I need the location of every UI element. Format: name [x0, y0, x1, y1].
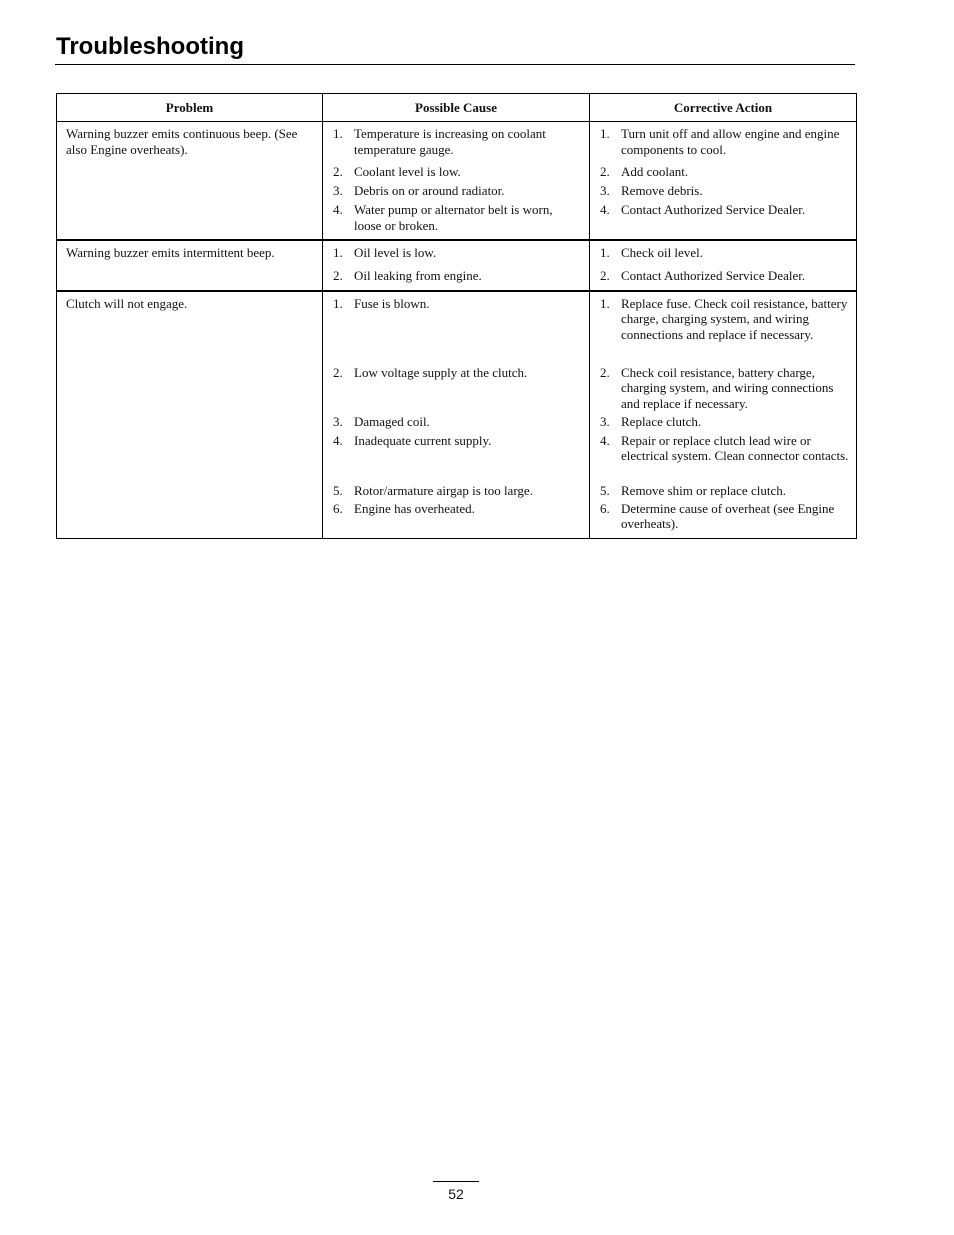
item-number: 4.	[600, 432, 610, 448]
item-number: 1.	[333, 295, 343, 311]
item-text: Oil leaking from engine.	[354, 268, 482, 283]
list-item	[600, 483, 850, 501]
item-text: Check coil resistance, battery charge, charging system, and wiring connections and replace if necessary.	[621, 364, 834, 411]
item-text: Turn unit off and allow engine and engine components to cool.	[621, 126, 840, 157]
item-text: Temperature is increasing on coolant temperature gauge.	[354, 126, 546, 157]
cause-list	[323, 122, 589, 239]
list-item	[600, 365, 850, 414]
item-number: 2.	[600, 164, 610, 179]
item-number: 4.	[333, 432, 343, 448]
item-number: 2.	[333, 364, 343, 380]
item-text: Coolant level is low.	[354, 164, 461, 179]
item-number: 1.	[600, 126, 610, 141]
list-item	[600, 433, 850, 483]
item-number: 6.	[600, 500, 610, 516]
table-header-row	[57, 94, 857, 122]
item-number: 2.	[600, 268, 610, 283]
item-text: Oil level is low.	[354, 245, 437, 260]
item-text: Water pump or alternator belt is worn, loose or broken.	[354, 202, 553, 233]
cause-list	[323, 292, 589, 523]
problem-cell	[57, 240, 323, 291]
list-item	[600, 126, 850, 164]
item-number: 6.	[333, 500, 343, 516]
list-item	[333, 433, 583, 483]
list-item	[333, 296, 583, 365]
problem-text: Warning buzzer emits continuous beep. (See also Engine overheats).	[66, 126, 298, 157]
list-item	[333, 414, 583, 433]
item-text: Remove debris.	[621, 183, 703, 198]
item-text: Determine cause of overheat (see Engine overheats).	[621, 500, 835, 531]
list-item	[333, 202, 583, 233]
item-text: Replace clutch.	[621, 413, 702, 429]
list-item	[333, 245, 583, 268]
list-item	[333, 268, 583, 284]
item-number: 1.	[333, 245, 343, 260]
list-item	[600, 296, 850, 365]
item-text: Add coolant.	[621, 164, 689, 179]
item-text: Replace fuse. Check coil resistance, battery charge, charging system, and wiring connections and replace if necessary.	[621, 295, 848, 342]
item-number: 1.	[333, 126, 343, 141]
item-text: Remove shim or replace clutch.	[621, 482, 786, 498]
action-cell	[590, 122, 857, 241]
item-number: 3.	[333, 183, 343, 198]
item-text: Rotor/armature airgap is too large.	[354, 482, 533, 498]
item-text: Contact Authorized Service Dealer.	[621, 202, 806, 217]
item-text: Debris on or around radiator.	[354, 183, 505, 198]
action-list	[590, 122, 856, 224]
item-number: 1.	[600, 245, 610, 260]
table-row	[57, 240, 857, 291]
title-divider	[55, 64, 855, 65]
header-problem: Problem	[57, 94, 323, 122]
list-item	[333, 365, 583, 414]
problem-text: Warning buzzer emits intermittent beep.	[66, 245, 275, 260]
list-item	[333, 483, 583, 501]
item-number: 5.	[600, 482, 610, 498]
list-item	[600, 268, 850, 284]
table-row	[57, 291, 857, 539]
list-item	[600, 501, 850, 532]
item-number: 2.	[333, 268, 343, 283]
troubleshooting-table	[56, 93, 857, 539]
item-number: 2.	[600, 364, 610, 380]
cause-cell	[323, 122, 590, 241]
item-number: 2.	[333, 164, 343, 179]
item-text: Damaged coil.	[354, 413, 430, 429]
list-item	[333, 126, 583, 164]
item-text: Contact Authorized Service Dealer.	[621, 268, 806, 283]
cause-list	[323, 241, 589, 290]
page-number-rule	[433, 1181, 479, 1182]
list-item	[333, 501, 583, 517]
problem-cell	[57, 291, 323, 539]
action-cell	[590, 291, 857, 539]
item-text: Low voltage supply at the clutch.	[354, 364, 528, 380]
action-list	[590, 241, 856, 290]
item-text: Inadequate current supply.	[354, 432, 492, 448]
cause-cell	[323, 240, 590, 291]
header-possible-cause: Possible Cause	[323, 94, 590, 122]
item-number: 5.	[333, 482, 343, 498]
item-number: 3.	[333, 413, 343, 429]
cause-cell	[323, 291, 590, 539]
problem-text: Clutch will not engage.	[66, 295, 188, 311]
list-item	[600, 414, 850, 433]
page-title: Troubleshooting	[56, 33, 244, 60]
item-number: 3.	[600, 183, 610, 198]
item-number: 3.	[600, 413, 610, 429]
page-number: 52	[448, 1186, 464, 1202]
problem-cell	[57, 122, 323, 241]
item-number: 4.	[333, 202, 343, 217]
list-item	[333, 183, 583, 202]
item-text: Repair or replace clutch lead wire or electrical system. Clean connector contacts.	[621, 432, 849, 463]
list-item	[600, 245, 850, 268]
item-number: 4.	[600, 202, 610, 217]
item-text: Check oil level.	[621, 245, 703, 260]
list-item	[600, 164, 850, 183]
list-item	[333, 164, 583, 183]
table-row	[57, 122, 857, 241]
list-item	[600, 183, 850, 202]
item-number: 1.	[600, 295, 610, 311]
action-cell	[590, 240, 857, 291]
action-list	[590, 292, 856, 538]
header-corrective-action: Corrective Action	[590, 94, 857, 122]
list-item	[600, 202, 850, 218]
item-text: Fuse is blown.	[354, 295, 430, 311]
item-text: Engine has overheated.	[354, 500, 475, 516]
